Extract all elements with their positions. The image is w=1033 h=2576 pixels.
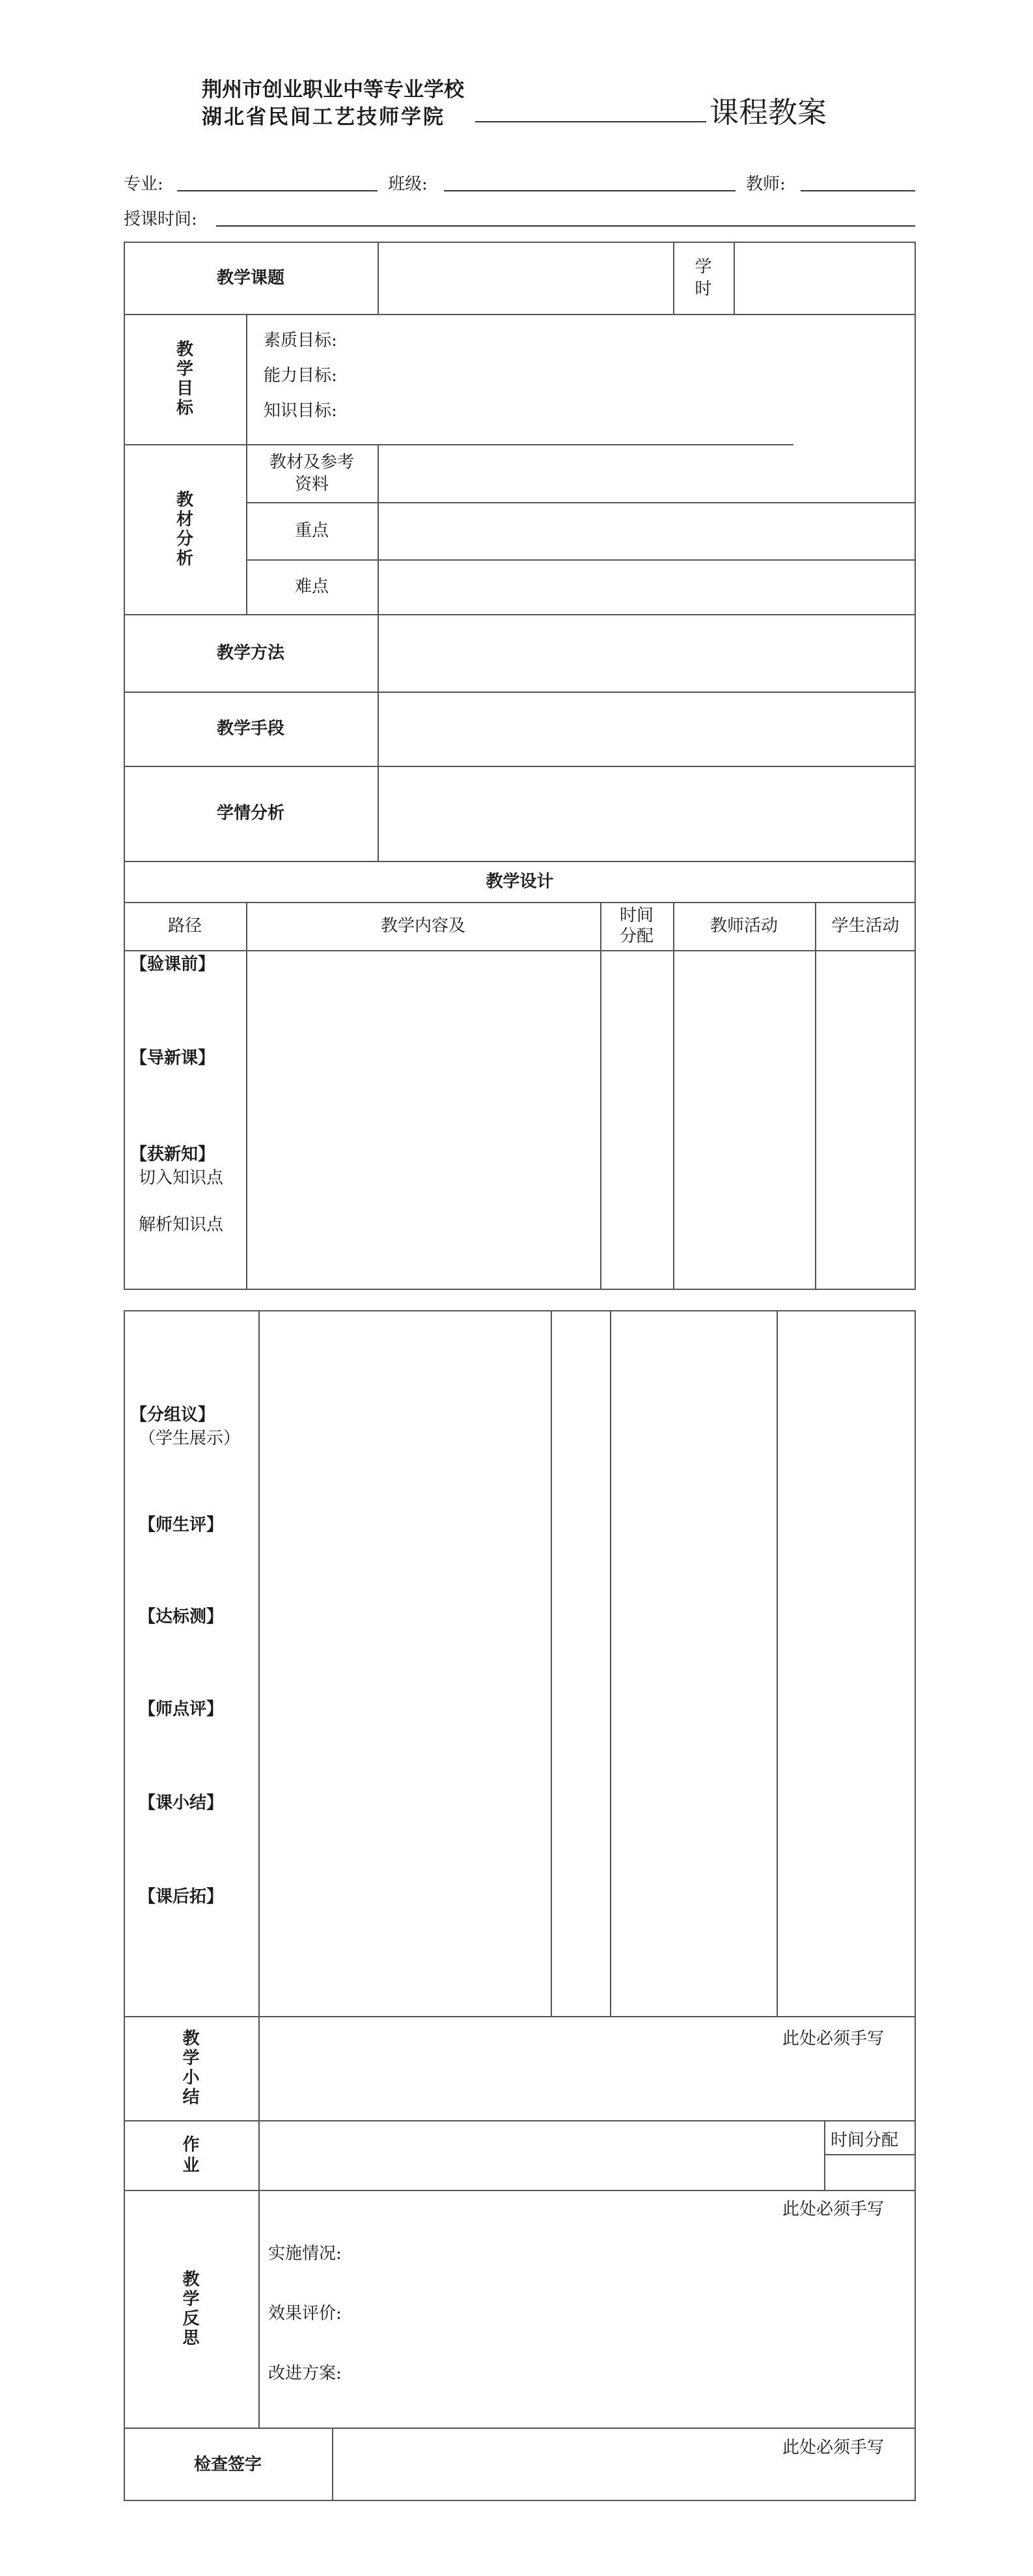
step-cut-in: 切入知识点 <box>139 1168 224 1188</box>
signature-label: 检查签字 <box>193 2454 262 2474</box>
col-time: 时间 分配 <box>619 906 654 946</box>
col-content: 教学内容及 <box>380 916 465 936</box>
teacher-label: 教师: <box>746 175 786 194</box>
class-field[interactable] <box>444 190 736 191</box>
col-teacher-activity: 教师活动 <box>709 916 778 936</box>
doc-title: 课程教案 <box>709 95 827 130</box>
reflection-label: 教 学 反 思 <box>182 2269 200 2348</box>
topic-value[interactable] <box>378 242 673 314</box>
step-analyze: 解析知识点 <box>139 1215 224 1235</box>
analysis-label: 教 材 分 析 <box>176 490 193 568</box>
step-new-knowledge: 【获新知】 <box>130 1145 215 1164</box>
step-group-discuss: 【分组议】 <box>130 1405 215 1425</box>
reflection-implementation: 实施情况: <box>268 2244 342 2263</box>
materials-label: 教材及参考 资料 <box>269 452 354 494</box>
step-student-show: （学生展示） <box>139 1429 241 1448</box>
difficulty-label: 难点 <box>294 577 329 596</box>
reflection-improvement: 改进方案: <box>268 2364 342 2383</box>
school-name-line2: 湖北省民间工艺技师学院 <box>202 105 445 129</box>
method-label: 教学方法 <box>216 643 284 663</box>
means-label: 教学手段 <box>216 719 284 738</box>
col-path: 路径 <box>167 916 202 936</box>
time-field[interactable] <box>216 225 915 227</box>
step-intro: 【导新课】 <box>130 1048 215 1068</box>
teacher-field[interactable] <box>801 190 915 191</box>
step-review: 【验课前】 <box>130 955 215 974</box>
step-test: 【达标测】 <box>139 1607 224 1627</box>
reflection-handwrite-note: 此处必须手写 <box>782 2200 885 2219</box>
summary-label: 教 学 小 结 <box>182 2029 200 2107</box>
design-header: 教学设计 <box>486 871 554 891</box>
goal-knowledge: 知识目标: <box>264 401 337 421</box>
hours-value[interactable] <box>734 242 916 314</box>
summary-handwrite-note: 此处必须手写 <box>782 2029 885 2049</box>
class-label: 班级: <box>388 175 428 194</box>
key-points-label: 重点 <box>294 521 329 540</box>
goal-ability: 能力目标: <box>264 366 337 385</box>
hours-label: 学 时 <box>695 257 712 299</box>
step-mutual-review: 【师生评】 <box>139 1515 224 1535</box>
goal-quality: 素质目标: <box>264 331 337 350</box>
homework-label: 作 业 <box>182 2135 200 2176</box>
signature-handwrite-note: 此处必须手写 <box>782 2438 885 2457</box>
major-label: 专业: <box>124 175 163 194</box>
col-student-activity: 学生活动 <box>831 916 900 936</box>
course-name-underline <box>475 121 706 122</box>
reflection-evaluation: 效果评价: <box>268 2304 342 2323</box>
situation-label: 学情分析 <box>216 804 284 823</box>
topic-label: 教学课题 <box>216 268 284 288</box>
step-extension: 【课后拓】 <box>139 1887 224 1907</box>
major-field[interactable] <box>177 190 378 191</box>
step-class-summary: 【课小结】 <box>139 1793 224 1813</box>
school-name-line1: 荆州市创业职业中等专业学校 <box>202 78 464 102</box>
step-teacher-review: 【师点评】 <box>139 1700 224 1719</box>
time-label: 授课时间: <box>124 210 197 229</box>
goals-label: 教 学 目 标 <box>176 340 193 418</box>
homework-time-alloc: 时间分配 <box>831 2131 899 2150</box>
